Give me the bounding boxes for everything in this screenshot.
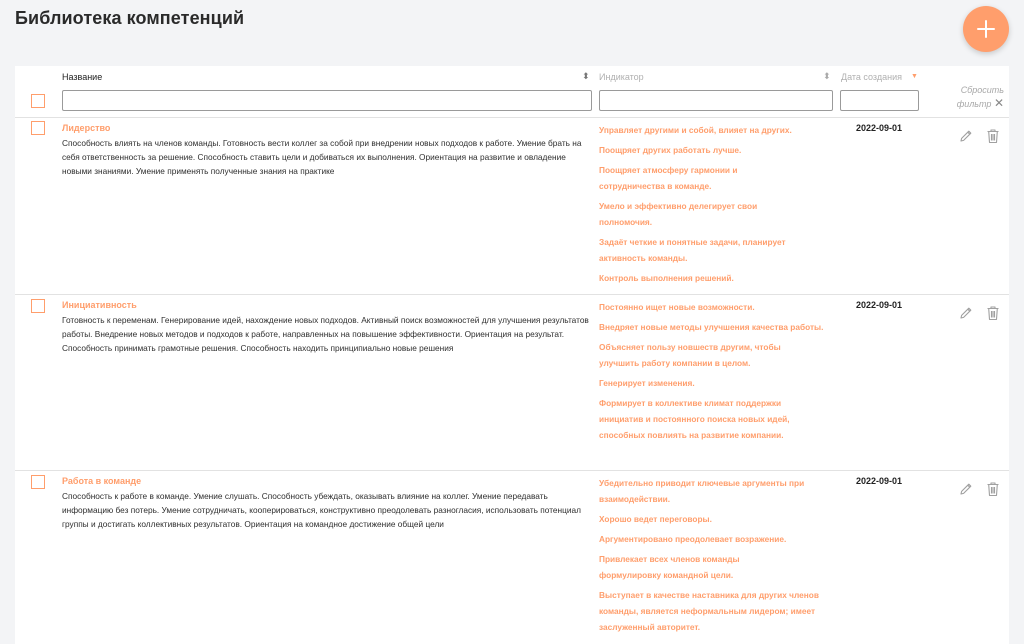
indicator-item: Постоянно ищет новые возможности. bbox=[599, 302, 755, 312]
indicator-filter-input[interactable] bbox=[599, 90, 833, 111]
indicator-item: Убедительно приводит ключевые аргументы при взаимодействии. bbox=[599, 478, 805, 504]
trash-icon[interactable] bbox=[986, 128, 1000, 144]
trash-icon[interactable] bbox=[986, 481, 1000, 497]
select-all-checkbox[interactable] bbox=[31, 94, 45, 108]
competency-name[interactable]: Инициативность bbox=[62, 300, 137, 310]
reset-filter-label-1: Сбросить bbox=[960, 85, 1004, 95]
indicator-item: Задаёт четкие и понятные задачи, планирует активность команды. bbox=[599, 237, 786, 263]
indicator-item: Хорошо ведет переговоры. bbox=[599, 514, 712, 524]
reset-filter-label-2: фильтр bbox=[956, 99, 992, 109]
indicator-item: Объясняет пользу новшеств другим, чтобы улучшить работу компании в целом. bbox=[599, 342, 781, 368]
column-header-date[interactable]: Дата создания bbox=[841, 72, 902, 82]
indicator-list bbox=[599, 122, 834, 290]
close-icon: ✕ bbox=[993, 96, 1004, 110]
indicator-item: Поощряет атмосферу гармонии и сотрудничества в команде. bbox=[599, 165, 738, 191]
pencil-icon[interactable] bbox=[959, 306, 973, 320]
row-checkbox[interactable] bbox=[31, 475, 45, 489]
reset-filter-button[interactable] bbox=[954, 84, 1004, 111]
indicator-item: Поощряет других работать лучше. bbox=[599, 145, 742, 155]
row-checkbox[interactable] bbox=[31, 121, 45, 135]
column-header-indicator[interactable]: Индикатор bbox=[599, 72, 644, 82]
table-row bbox=[15, 471, 1009, 644]
add-competency-button[interactable] bbox=[963, 6, 1009, 52]
created-date: 2022-09-01 bbox=[856, 300, 903, 310]
sort-indicator-icon[interactable]: ⬍ bbox=[823, 71, 831, 81]
indicator-item: Контроль выполнения решений. bbox=[599, 273, 734, 283]
sort-date-desc-icon[interactable]: ▼ bbox=[911, 73, 918, 80]
table-row bbox=[15, 295, 1009, 471]
trash-icon[interactable] bbox=[986, 305, 1000, 321]
created-date: 2022-09-01 bbox=[856, 476, 903, 486]
competency-name[interactable]: Работа в команде bbox=[62, 476, 142, 486]
indicator-item: Генерирует изменения. bbox=[599, 378, 695, 388]
indicator-item: Аргументировано преодолевает возражение. bbox=[599, 534, 787, 544]
table-row bbox=[15, 118, 1009, 295]
row-checkbox[interactable] bbox=[31, 299, 45, 313]
indicator-item: Управляет другими и собой, влияет на других. bbox=[599, 125, 792, 135]
column-header-name[interactable]: Название bbox=[62, 72, 103, 82]
created-date: 2022-09-01 bbox=[856, 123, 903, 133]
table-header bbox=[15, 66, 1009, 118]
sort-name-icon[interactable]: ⬍ bbox=[582, 71, 590, 81]
name-filter-input[interactable] bbox=[62, 90, 592, 111]
indicator-item: Выступает в качестве наставника для других членов команды, является неформальным лидером; имеет заслуженный авторитет. bbox=[599, 590, 819, 632]
indicator-item: Формирует в коллективе климат поддержки инициатив и постоянного поиска новых идей, способных повлиять на развитие компании. bbox=[599, 398, 790, 440]
indicator-item: Умело и эффективно делегирует свои полномочия. bbox=[599, 201, 758, 227]
indicator-list bbox=[599, 475, 834, 639]
competency-description: Способность к работе в команде. Умение слушать. Способность убеждать, оказывать влияние на коллег. Умение передавать информацию без потерь. Умение сотрудничать, кооперироваться, конструктивно преодолевать разногласия, использовать потенциал группы и достигать коллективных результатов. Ориентация на командное достижение общей цели bbox=[62, 491, 581, 529]
pencil-icon[interactable] bbox=[959, 129, 973, 143]
indicator-item: Привлекает всех членов команды формулировку командной цели. bbox=[599, 554, 740, 580]
page-title: Библиотека компетенций bbox=[15, 8, 245, 28]
competency-table bbox=[15, 66, 1009, 644]
indicator-list bbox=[599, 299, 834, 447]
competency-name[interactable]: Лидерство bbox=[62, 123, 111, 133]
indicator-item: Внедряет новые методы улучшения качества работы. bbox=[599, 322, 824, 332]
competency-description: Способность влиять на членов команды. Готовность вести коллег за собой при внедрении новых подходов к работе. Умение брать на себя ответственность за решение. Способность ставить цели и добиваться их выполнения. Ориентация на развитие и овладение новыми знаниями. Умение применять полученные знания на практике bbox=[62, 138, 582, 176]
date-filter-input[interactable] bbox=[840, 90, 919, 111]
plus-icon bbox=[977, 20, 995, 38]
pencil-icon[interactable] bbox=[959, 482, 973, 496]
competency-description: Готовность к переменам. Генерирование идей, нахождение новых подходов. Активный поиск возможностей для улучшения результатов работы. Внедрение новых методов и подходов к работе, направленных на повышение эффективности. Ориентация на результат. Способность принимать грамотные решения. Способность находить принципиально новые решения bbox=[62, 315, 589, 353]
